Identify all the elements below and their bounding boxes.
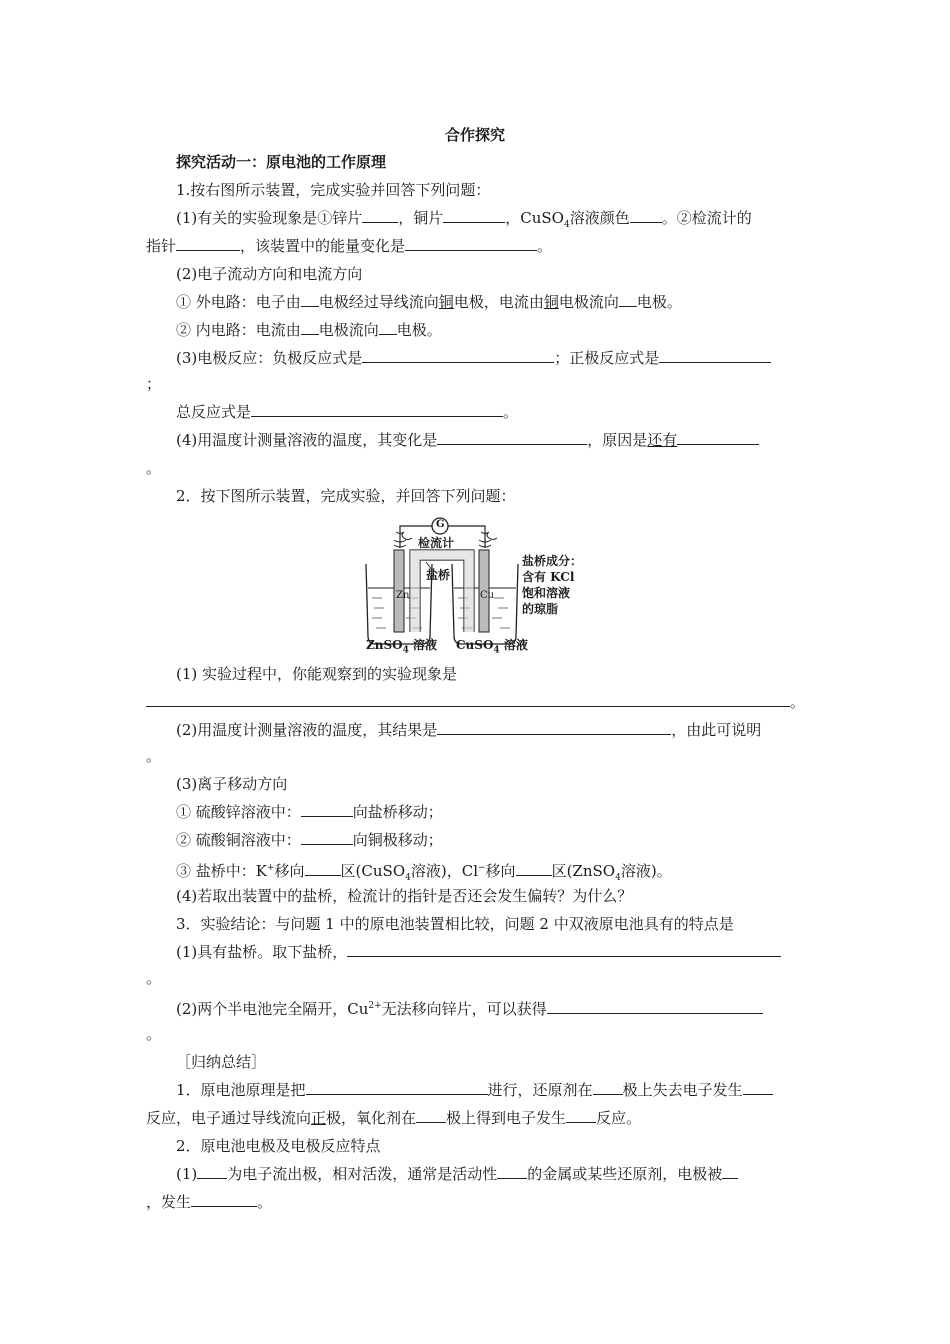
zn-label: Zn — [396, 590, 410, 601]
page-title: 合作探究 — [444, 126, 505, 144]
bridge-note-1: 盐桥成分： — [522, 554, 583, 568]
left-solution-label: ZnSO$_4$ 溶液 — [366, 638, 438, 656]
bridge-note-3: 饱和溶液 — [522, 586, 571, 600]
salt-bridge-cell-diagram — [360, 512, 600, 656]
q2-part3-zinc: ① 硫酸锌溶液中： 向盐桥移动； — [176, 803, 443, 821]
q1-intro: 1.按右图所示装置，完成实验并回答下列问题： — [176, 181, 491, 199]
q1-part4-end: 。 — [146, 459, 162, 477]
q2-part2: (2)用温度计测量溶液的温度，其结果是 ，由此可说明 — [176, 721, 762, 739]
summary-item2-part1: (1) 为电子流出极，相对活泼，通常是活动性 的金属或某些还原剂，电极被 — [176, 1164, 840, 1184]
galvanometer-label: G — [436, 519, 445, 530]
q2-part1: (1) 实验过程中，你能观察到的实验现象是 — [176, 665, 458, 683]
q1-part3-semicolon: ； — [146, 375, 162, 393]
q2-part3-bridge: ③ 盐桥中：K+移向 区(CuSO$_4$溶液)，Cl−移向 区(ZnSO$_4$溶液)。 — [176, 862, 672, 883]
q2-intro: 2．按下图所示装置，完成实验，并回答下列问题： — [176, 487, 516, 505]
q2-part1-answer: 。 — [146, 692, 810, 712]
q2-part3-copper: ② 硫酸铜溶液中： 向铜极移动； — [176, 831, 443, 849]
bridge-note-4: 的琼脂 — [522, 602, 559, 616]
q3-part2-end: 。 — [146, 1025, 162, 1043]
q3-part1: (1)具有盐桥。取下盐桥， — [176, 942, 840, 962]
q1-part3-line1: (3)电极反应：负极反应式是 ；正极反应式是 — [176, 348, 840, 368]
q1-part2-outer: ① 外电路：电子由 电极经过导线流向铜电极，电流由铜电极流向 电极。 — [176, 293, 682, 311]
summary-item1-line2: 反应，电子通过导线流向正极，氧化剂在 极上得到电子发生 反应。 — [146, 1109, 642, 1127]
q3-intro: 3．实验结论：与问题 1 中的原电池装置相比较，问题 2 中双液原电池具有的特点是 — [176, 915, 734, 933]
meter-label: 检流计 — [418, 536, 455, 550]
bridge-note-2: 含有 KCl — [522, 570, 575, 584]
q1-part2-inner: ② 内电路：电流由 电极流向 电极。 — [176, 321, 442, 339]
q3-part1-end: 。 — [146, 969, 162, 987]
cu-label: Cu — [480, 590, 495, 601]
q1-part3-line2: 总反应式是 。 — [176, 403, 519, 421]
q3-part2: (2)两个半电池完全隔开，$Cu^{2+}$无法移向锌片，可以获得 — [176, 996, 840, 1019]
right-solution-label: CuSO$_4$ 溶液 — [456, 638, 528, 656]
q1-part2: (2)电子流动方向和电流方向 — [176, 265, 363, 283]
q2-part3: (3)离子移动方向 — [176, 775, 288, 793]
summary-item1-line1: 1．原电池原理是把 进行，还原剂在 极上失去电子发生 — [176, 1080, 840, 1100]
q1-part1-line1: (1)有关的实验现象是①锌片 ，铜片 ，CuSO$_4$溶液颜色 。②检流计的 — [176, 209, 752, 230]
summary-heading: ［归纳总结］ — [176, 1053, 267, 1071]
q1-part1-line2: 指针 ，该装置中的能量变化是 。 — [146, 237, 553, 255]
bridge-label: 盐桥 — [426, 568, 451, 582]
q1-part4: (4)用温度计测量溶液的温度，其变化是 ，原因是还有 — [176, 430, 840, 450]
summary-item2-part1-end: ，发生 。 — [146, 1193, 273, 1211]
q2-part4: (4)若取出装置中的盐桥，检流计的指针是否还会发生偏转？为什么？ — [176, 887, 633, 905]
activity-heading: 探究活动一：原电池的工作原理 — [176, 153, 387, 171]
q2-part2-end: 。 — [146, 747, 162, 765]
summary-item2: 2．原电池电极及电极反应特点 — [176, 1137, 381, 1155]
